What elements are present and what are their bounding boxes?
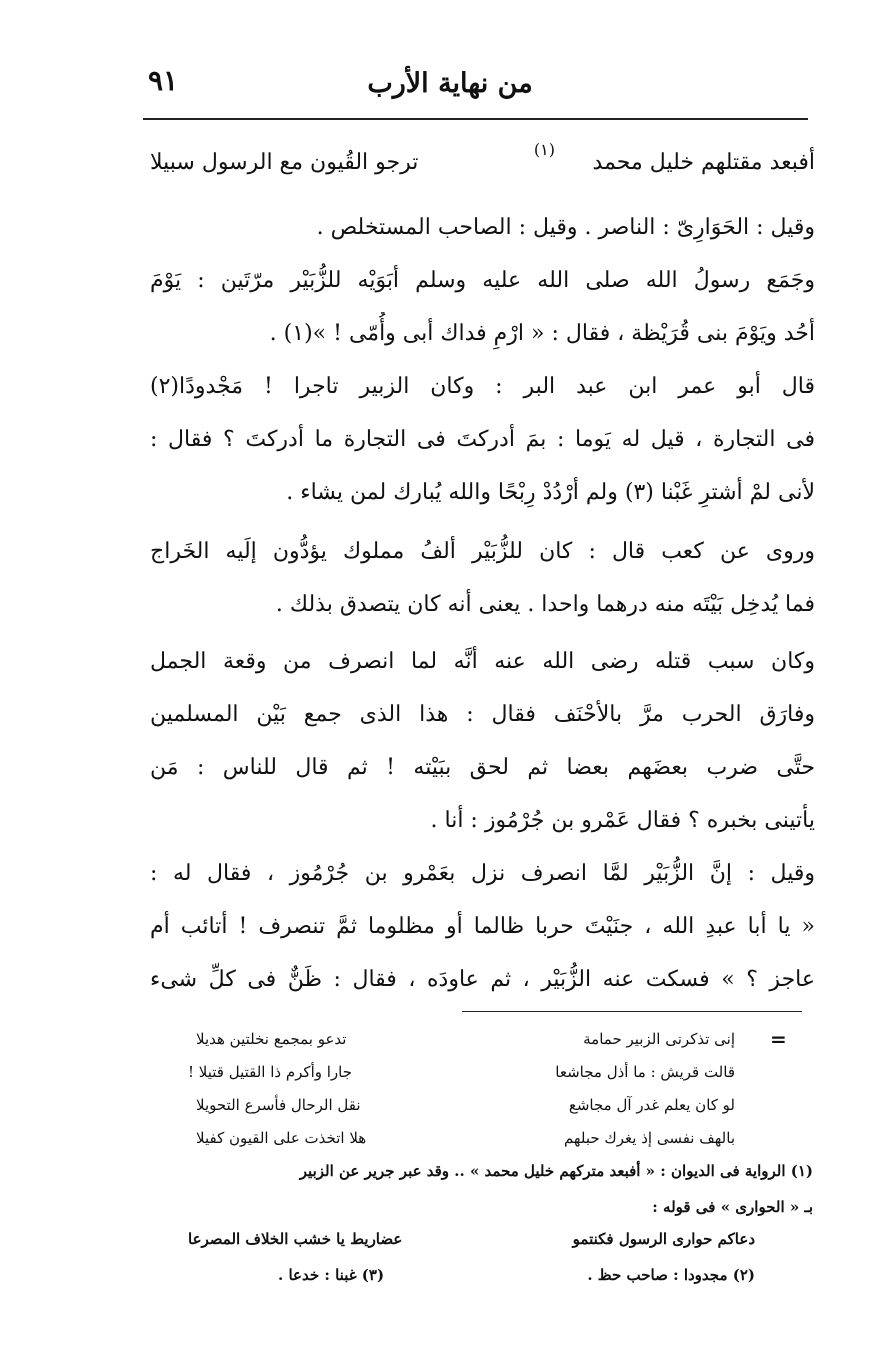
body-line: وجَمَع رسولُ الله صلى الله عليه وسلم أبَوَيْه للزُّبَيْر مرّتَين : يَوْمَ <box>150 268 815 293</box>
continuation-mark: = <box>770 1027 787 1051</box>
footnote-verse-first: دعاكم حوارى الرسول فكنتمو <box>572 1230 755 1248</box>
body-line: حتَّى ضرب بعضَهم بعضا ثم لحق ببَيْته ! ثم قال للناس : مَن <box>150 755 815 780</box>
footnote-1: (١) الرواية فى الديوان : « أفبعد متركهم خليل محمد » .. وقد عبر جرير عن الزبير <box>299 1162 813 1180</box>
body-line: وروى عن كعب قال : كان للزُّبَيْر ألفُ مملوك يؤدُّون إلَيه الخَراج <box>150 539 815 564</box>
footnote-1-cont: بـ « الحوارى » فى قوله : <box>652 1198 813 1216</box>
footnote-poem-second: تدعو بمجمع نخلتين هديلا <box>196 1030 347 1048</box>
footnote-verse-second: عضاريط يا خشب الخلاف المصرعا <box>188 1230 403 1248</box>
verse-top <box>150 140 815 194</box>
header-rule <box>143 118 808 120</box>
body-line: لأنى لمْ أشترِ غَبْنا (٣) ولم أرْدُدْ رِبْحًا والله يُبارك لمن يشاء . <box>286 480 815 505</box>
footnote-poem-first: إنى تذكرنى الزبير حمامة <box>583 1030 735 1048</box>
body-line: وفارَق الحرب مرَّ بالأحْنَف فقال : هذا الذى جمع بَيْن المسلمين <box>150 702 815 727</box>
body-line: عاجز ؟ » فسكت عنه الزُّبَيْر ، ثم عاودَه ، فقال : ظَنٌّ فى كلِّ شىء <box>150 967 815 992</box>
footnote-poem-second: نقل الرحال فأسرع التحويلا <box>196 1096 361 1114</box>
footnote-2: (٢) مجدودا : صاحب حظ . <box>587 1266 755 1284</box>
footnote-poem-second: هلا اتخذت على القيون كفيلا <box>196 1129 367 1147</box>
footnote-poem-first: بالهف نفسى إذ يغرك حبلهم <box>563 1129 735 1147</box>
body-line: قال أبو عمر ابن عبد البر : وكان الزبير تاجرا ! مَجْدودًا(٢) <box>150 374 815 399</box>
footnote-poem-first: لو كان يعلم غدر آل مجاشع <box>568 1096 735 1114</box>
body-line: وقيل : الحَوَارِىّ : الناصر . وقيل : الصاحب المستخلص . <box>316 215 815 240</box>
body-line: يأتينى بخبره ؟ فقال عَمْرو بن جُرْمُوز : أنا . <box>430 808 815 833</box>
body-line: « يا أبا عبدِ الله ، جنَيْتَ حربا ظالما أو مظلوما ثمَّ تنصرف ! أتائب أم <box>150 914 815 939</box>
running-header-title: من نهاية الأرب <box>367 68 533 99</box>
body-line: فى التجارة ، قيل له يَوما : بمَ أدركتَ فى التجارة ما أدركتَ ؟ فقال : <box>150 427 815 452</box>
body-line: فما يُدخِل بَيْتَه منه درهما واحدا . يعنى أنه كان يتصدق بذلك . <box>275 592 815 617</box>
page-number: ٩١ <box>148 64 179 97</box>
footnote-poem-second: جارا وأكرم ذا القتيل قتيلا ! <box>188 1063 352 1081</box>
body-line: أحُد ويَوْمَ بنى قُرَيْظة ، فقال : « ارْمِ فداك أبى وأُمّى ! »(١) . <box>269 321 815 346</box>
footnote-3: (٣) غبنا : خدعا . <box>278 1266 385 1284</box>
verse-first-hemistich: أفبعد مقتلهم خليل محمد <box>592 150 815 175</box>
footnote-rule <box>462 1011 802 1012</box>
footnote-poem-first: قالت قريش : ما أذل مجاشعا <box>555 1063 735 1081</box>
verse-second-hemistich: ترجو القُيون مع الرسول سبيلا <box>150 150 419 175</box>
body-line: وقيل : إنَّ الزُّبَيْر لمَّا انصرف نزل بعَمْرو بن جُرْمُوز ، فقال له : <box>150 861 815 886</box>
body-line: وكان سبب قتله رضى الله عنه أنَّه لما انصرف من وقعة الجمل <box>150 649 815 674</box>
footnote-mark: (١) <box>533 140 555 159</box>
